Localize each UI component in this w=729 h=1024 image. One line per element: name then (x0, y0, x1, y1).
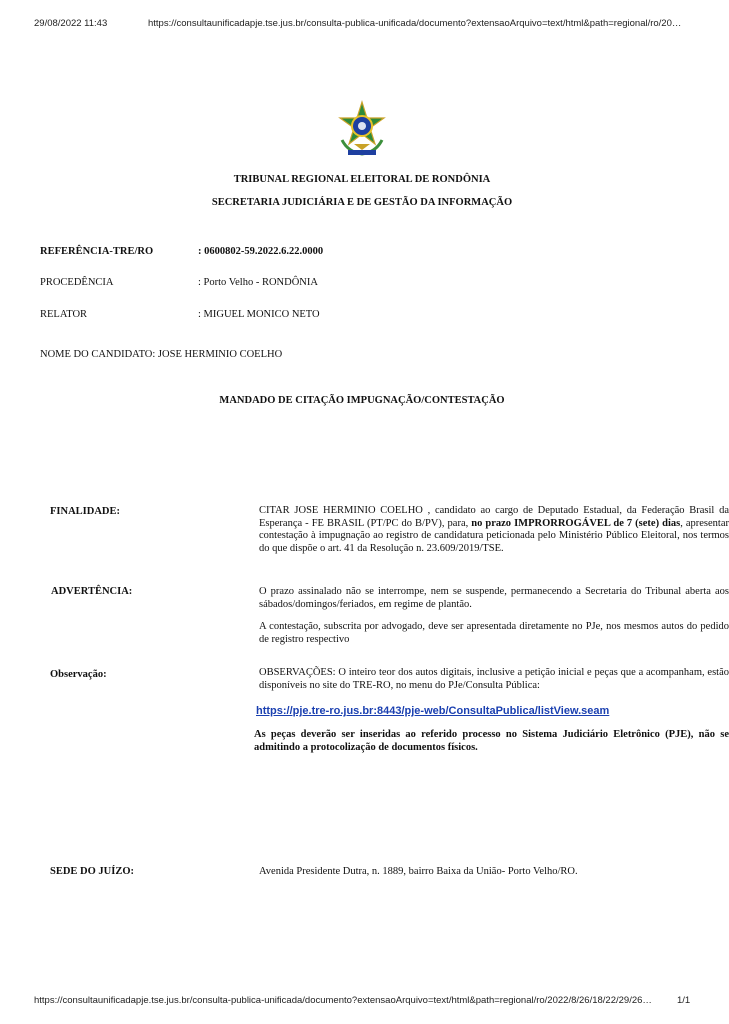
purpose-text: CITAR JOSE HERMINIO COELHO , candidato ao cargo de Deputado Estadual, da Federação Brasil da Esperança - FE BRASIL (PT/PC do B/PV), para, no prazo IMPRORROGÁVEL de 7 (sete) dias, apresentar contestação à impugnação ao registro de candidatura peticionada pelo Ministério Público Eleitoral, nos termos do que dispõe o art. 41 da Resolução n. 23.609/2019/TSE. (259, 505, 729, 554)
court-seat-address: Avenida Presidente Dutra, n. 1889, bairro Baixa da União- Porto Velho/RO. (259, 866, 578, 877)
candidate-name: NOME DO CANDIDATO: JOSE HERMINIO COELHO (40, 349, 283, 360)
purpose-label: FINALIDADE: (50, 506, 121, 517)
origin-value: : Porto Velho - RONDÔNIA (198, 277, 318, 288)
rapporteur-value: : MIGUEL MONICO NETO (198, 309, 320, 320)
warning-text-2: A contestação, subscrita por advogado, deve ser apresentada diretamente no PJe, nos mesmos autos do pedido de registro respectivo (259, 621, 729, 645)
reference-value: : 0600802-59.2022.6.22.0000 (198, 246, 324, 257)
print-url: https://consultaunificadapje.tse.jus.br/consulta-publica-unificada/documento?extensaoArquivo=text/html&path=regional/ro/20… (148, 18, 682, 29)
origin-label: PROCEDÊNCIA (40, 277, 114, 288)
reference-label: REFERÊNCIA-TRE/RO (40, 246, 154, 257)
page-number: 1/1 (677, 995, 691, 1006)
print-footer-url: https://consultaunificadapje.tse.jus.br/consulta-publica-unificada/documento?extensaoArquivo=text/html&path=regional/ro/2022/8/26/18/22/29/26… (34, 995, 652, 1006)
pje-notice-text: As peças deverão ser inseridas ao referido processo no Sistema Judiciário Eletrônico (PJE), não se admitindo a protocolização de documentos físicos. (254, 729, 729, 753)
print-datetime: 29/08/2022 11:43 (34, 18, 108, 29)
department-name: SECRETARIA JUDICIÁRIA E DE GESTÃO DA INFORMAÇÃO (211, 197, 513, 208)
public-consultation-link[interactable]: https://pje.tre-ro.jus.br:8443/pje-web/ConsultaPublica/listView.seam (256, 705, 610, 717)
coat-of-arms-emblem (334, 100, 390, 160)
rapporteur-label: RELATOR (40, 309, 88, 320)
warning-label: ADVERTÊNCIA: (51, 586, 133, 597)
document-title: MANDADO DE CITAÇÃO IMPUGNAÇÃO/CONTESTAÇÃO (219, 395, 505, 406)
court-name: TRIBUNAL REGIONAL ELEITORAL DE RONDÔNIA (233, 174, 491, 185)
court-seat-label: SEDE DO JUÍZO: (50, 866, 135, 877)
observation-text: OBSERVAÇÕES: O inteiro teor dos autos digitais, inclusive a petição inicial e peças que a acompanham, estão disponíveis no site do TRE-RO, no menu do PJe/Consulta Pública: (259, 667, 729, 691)
observation-label: Observação: (50, 669, 107, 680)
warning-text-1: O prazo assinalado não se interrompe, nem se suspende, permanecendo a Secretaria do Tribunal aberta aos sábados/domingos/feriados, em regime de plantão. (259, 586, 729, 610)
